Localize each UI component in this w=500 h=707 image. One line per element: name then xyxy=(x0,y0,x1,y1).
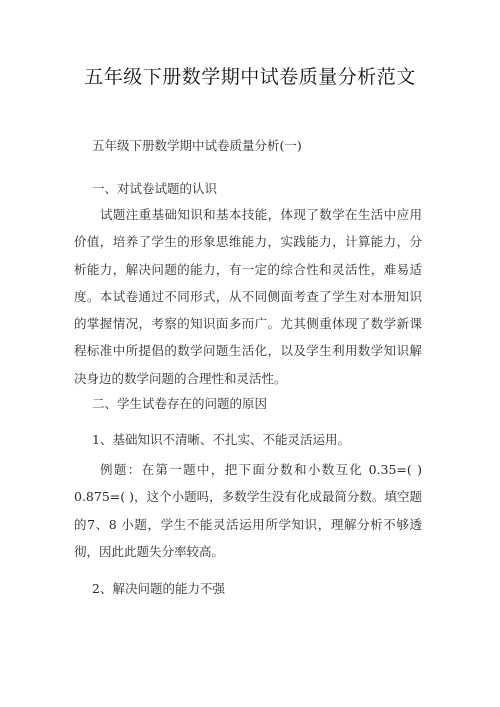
list-item-heading-2: 2、解决问题的能力不强 xyxy=(92,581,225,596)
document-title: 五年级下册数学期中试卷质量分析范文 xyxy=(84,66,416,88)
section-heading-1: 一、对试卷试题的认识 xyxy=(92,181,218,196)
document-subtitle: 五年级下册数学期中试卷质量分析(一) xyxy=(92,138,302,153)
example-paragraph-1: 例题：在第一题中，把下面分数和小数互化 0.35=( ) 0.875=( )，这个小题吗，多数学生没有化成最简分数。填空题的7、8 小题，学生不能灵活运用所学知识，理解分析不够透彻，因此此题失分率较高。 xyxy=(74,462,422,559)
list-item-heading-1: 1、基础知识不清晰、不扎实、不能灵活运用。 xyxy=(92,432,350,447)
section-heading-2: 二、学生试卷存在的问题的原因 xyxy=(92,396,268,411)
section-paragraph-1: 试题注重基础知识和基本技能，体现了数学在生活中应用价值，培养了学生的形象思维能力，实践能力，计算能力，分析能力，解决问题的能力，有一定的综合性和灵活性，难易适度。本试卷通过不同形式，从不同侧面考查了学生对本册知识的掌握情况，考察的知识面多而广。尤其侧重体现了数学新课程标准中所提倡的数学问题生活化，以及学生利用数学知识解决身边的数学问题的合理性和灵活性。 xyxy=(74,207,422,386)
